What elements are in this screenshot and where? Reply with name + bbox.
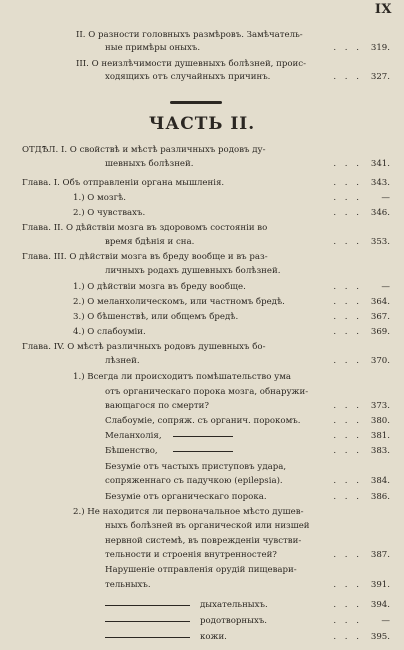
- leader-dots: . . .: [333, 159, 362, 169]
- ditto-line: [105, 605, 190, 606]
- page-ref: 369.: [370, 327, 390, 337]
- toc-entry-text: тельныхъ.: [105, 580, 151, 590]
- toc-entry-text: 1.) Всегда ли происходитъ помѣшательство ума: [73, 372, 292, 382]
- page-ref: 394.: [370, 600, 390, 610]
- page-ref: 370.: [370, 356, 390, 366]
- ditto-line: [105, 621, 190, 622]
- toc-entry-text: 2.) О чувствахъ.: [73, 208, 146, 218]
- toc-entry-text: Глава. I. Объ отправленіи органа мышленія.: [22, 178, 225, 188]
- leader-dots: . . .: [333, 492, 362, 502]
- toc-entry-text: 2.) Не находится ли первоначальное мѣсто душев-: [73, 507, 304, 517]
- toc-entry-text: 2.) О меланхолическомъ, или частномъ бредѣ.: [73, 297, 285, 307]
- leader-dots: . . .: [333, 312, 362, 322]
- ditto-line: [173, 436, 233, 437]
- ditto-line: [173, 451, 233, 452]
- page-ref: —: [381, 282, 390, 292]
- toc-entry-text: тельности и строенія внутренностей?: [105, 550, 277, 560]
- leader-dots: . . .: [333, 178, 362, 188]
- toc-entry-text: Безуміе отъ органическаго порока.: [105, 492, 267, 502]
- toc-entry-text: Безуміе отъ частыхъ приступовъ удара,: [105, 462, 287, 472]
- toc-entry-text: сопряженнаго съ падучкою (epilepsia).: [105, 476, 283, 486]
- page-ref: 381.: [370, 431, 390, 441]
- ditto-line: [105, 637, 190, 638]
- toc-entry-text: Глава. II. О дѣйствіи мозга въ здоровомъ состояніи во: [22, 223, 268, 233]
- page-ref: 367.: [370, 312, 390, 322]
- page-ref: 327.: [370, 72, 390, 82]
- leader-dots: . . .: [333, 356, 362, 366]
- leader-dots: . . .: [333, 43, 362, 53]
- leader-dots: . . .: [333, 632, 362, 642]
- page-number: IX: [374, 2, 392, 17]
- leader-dots: . . .: [333, 550, 362, 560]
- leader-dots: . . .: [333, 616, 362, 626]
- page-ref: 373.: [370, 401, 390, 411]
- leader-dots: . . .: [333, 327, 362, 337]
- toc-entry-text: ОТДѢЛ. I. О свойствѣ и мѣстѣ различныхъ родовъ ду-: [22, 145, 266, 155]
- toc-entry-text: шевныхъ болѣзней.: [105, 159, 194, 169]
- page-ref: 384.: [370, 476, 390, 486]
- toc-entry-text: Глава. III. О дѣйствіи мозга въ бреду вообще и въ раз-: [22, 252, 268, 262]
- toc-entry-text: дыхательныхъ.: [200, 600, 268, 610]
- toc-entry-text: Бѣшенство,: [105, 446, 158, 456]
- page-ref: 346.: [370, 208, 390, 218]
- toc-entry-text: ходящихъ отъ случайныхъ причинъ.: [105, 72, 271, 82]
- toc-entry-text: лѣзней.: [105, 356, 140, 366]
- toc-entry-text: 1.) О мозгѣ.: [73, 193, 127, 203]
- leader-dots: . . .: [333, 580, 362, 590]
- toc-entry-text: ныхъ болѣзней въ органической или низшей: [105, 521, 310, 531]
- toc-entry-text: III. О неизлѣчимости душевныхъ болѣзней, проис-: [76, 59, 306, 69]
- toc-entry-text: Слабоуміе, сопряж. съ органич. порокомъ.: [105, 416, 301, 426]
- toc-entry-text: Глава. IV. О мѣстѣ различныхъ родовъ душевныхъ бо-: [22, 342, 266, 352]
- toc-entry-text: 1.) О дѣйствіи мозга въ бреду вообще.: [73, 282, 246, 292]
- toc-entry-text: кожи.: [200, 632, 227, 642]
- leader-dots: . . .: [333, 476, 362, 486]
- leader-dots: . . .: [333, 401, 362, 411]
- page-ref: 319.: [370, 43, 390, 53]
- leader-dots: . . .: [333, 297, 362, 307]
- toc-entry-text: время бдѣнія и сна.: [105, 237, 195, 247]
- page-ref: 343.: [370, 178, 390, 188]
- leader-dots: . . .: [333, 237, 362, 247]
- leader-dots: . . .: [333, 431, 362, 441]
- toc-entry-text: Нарушеніе отправленія орудій пищевари-: [105, 565, 297, 575]
- page-ref: 364.: [370, 297, 390, 307]
- toc-entry-text: Меланхолія,: [105, 431, 162, 441]
- leader-dots: . . .: [333, 600, 362, 610]
- page-ref: 395.: [370, 632, 390, 642]
- toc-entry-text: отъ органическаго порока мозга, обнаружи-: [105, 387, 309, 397]
- leader-dots: . . .: [333, 208, 362, 218]
- page-ref: —: [381, 616, 390, 626]
- page-ref: 353.: [370, 237, 390, 247]
- page-ref: 341.: [370, 159, 390, 169]
- toc-entry-text: родотворныхъ.: [200, 616, 268, 626]
- toc-entry-text: вающагося по смерти?: [105, 401, 210, 411]
- toc-entry-text: ные примѣры оныхъ.: [105, 43, 201, 53]
- page-ref: 380.: [370, 416, 390, 426]
- toc-entry-text: 4.) О слабоуміи.: [73, 327, 146, 337]
- leader-dots: . . .: [333, 282, 362, 292]
- part-heading: ЧАСТЬ II.: [148, 114, 256, 134]
- page-ref: 386.: [370, 492, 390, 502]
- toc-entry-text: II. О разности головныхъ размѣровъ. Замѣчатель-: [76, 30, 303, 40]
- toc-entry-text: нервной системѣ, въ поврежденіи чувстви-: [105, 536, 302, 546]
- section-divider: [170, 101, 222, 104]
- leader-dots: . . .: [333, 72, 362, 82]
- page-ref: 391.: [370, 580, 390, 590]
- toc-entry-text: 3.) О бѣшенствѣ, или общемъ бредѣ.: [73, 312, 239, 322]
- leader-dots: . . .: [333, 193, 362, 203]
- page-ref: 387.: [370, 550, 390, 560]
- leader-dots: . . .: [333, 446, 362, 456]
- leader-dots: . . .: [333, 416, 362, 426]
- toc-entry-text: личныхъ родахъ душевныхъ болѣзней.: [105, 266, 281, 276]
- page-ref: —: [381, 193, 390, 203]
- page-ref: 383.: [370, 446, 390, 456]
